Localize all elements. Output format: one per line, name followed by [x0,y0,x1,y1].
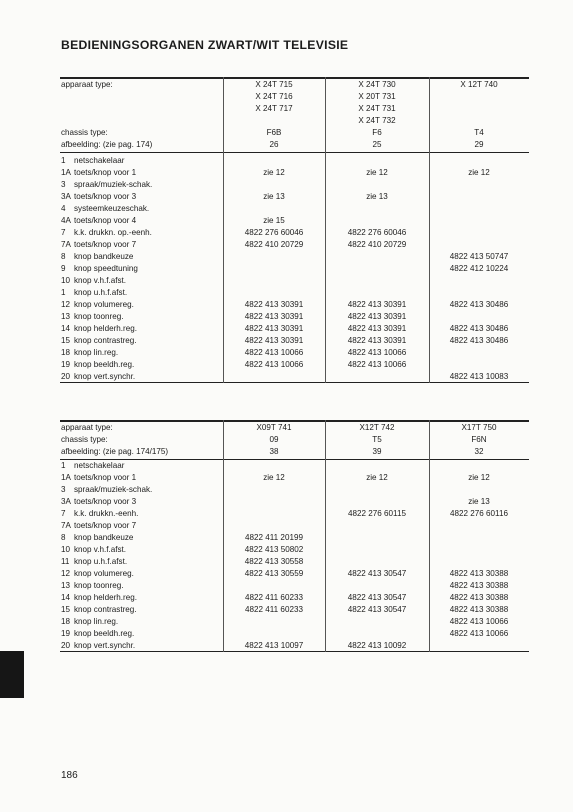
page-number: 186 [61,770,78,781]
cell: zie 13 [263,192,285,201]
cell: 4822 413 30547 [347,605,407,614]
row-text: knop v.h.f.afst. [74,545,127,554]
table-row [60,347,529,359]
row-text: knop beeldh.reg. [74,629,135,638]
table-1 [60,77,529,383]
row-text: toets/knop voor 3 [74,192,137,201]
table-row [60,359,529,371]
table-row [60,580,529,592]
row-number: 20 [61,372,71,381]
header-divider [60,152,529,153]
row-label [61,496,136,508]
row-text: toets/knop voor 1 [74,473,137,482]
row-number: 18 [61,617,71,626]
row-label [61,520,136,532]
row-label [61,556,127,568]
row-number: 19 [61,360,71,369]
row-label [61,191,136,203]
row-text: knop lin.reg. [74,348,119,357]
row-label [61,460,124,472]
table-row [60,191,529,203]
row-number: 3 [61,180,66,189]
table-2 [60,420,529,652]
cell: 4822 413 30391 [347,300,407,309]
row-text: knop volumereg. [74,300,134,309]
cell: 4822 413 30486 [449,300,509,309]
table-row [60,484,529,496]
table-row [60,520,529,532]
row-label: chassis type: [61,435,108,444]
cell: 4822 413 30388 [449,605,509,614]
row-label [61,323,137,335]
row-number: 15 [61,605,71,614]
table-row [60,628,529,640]
cell: 4822 413 10092 [347,641,407,650]
row-text: k.k. drukkn.-eenh. [74,509,139,518]
table-row [60,544,529,556]
table-row [60,311,529,323]
table-row [60,263,529,275]
table-row [60,508,529,520]
row-number: 7 [61,509,66,518]
cell: 4822 413 30388 [449,569,509,578]
row-label [61,568,134,580]
table-row [60,335,529,347]
row-text: knop lin.reg. [74,617,119,626]
row-label [61,592,137,604]
row-label [61,215,136,227]
row-number: 7A [61,521,71,530]
row-number: 8 [61,533,66,542]
cell: 38 [269,447,279,456]
table-row [60,239,529,251]
cell: 4822 411 60233 [245,593,303,602]
row-text: knop toonreg. [74,581,124,590]
header-row [60,79,529,91]
edge-thumb-tab [0,651,24,698]
row-text: knop helderh.reg. [74,593,137,602]
table-row [60,532,529,544]
cell: 4822 276 60116 [450,509,508,518]
row-number: 12 [61,300,71,309]
row-label [61,359,134,371]
cell: 4822 413 10066 [449,629,509,638]
cell: 32 [474,447,484,456]
cell: zie 13 [366,192,388,201]
row-text: toets/knop voor 7 [74,240,137,249]
row-text: knop volumereg. [74,569,134,578]
row-number: 3 [61,485,66,494]
row-text: toets/knop voor 7 [74,521,137,530]
cell: 4822 413 10066 [449,617,509,626]
row-label: chassis type: [61,128,108,137]
cell: 4822 410 20729 [347,240,407,249]
row-text: knop vert.synchr. [74,372,136,381]
row-text: systeemkeuzeschak. [74,204,150,213]
table-row [60,592,529,604]
row-label [61,580,124,592]
header-row [60,91,529,103]
row-label: afbeelding: (zie pag. 174/175) [61,447,169,456]
table-row [60,299,529,311]
header-row [60,127,529,139]
table-row [60,227,529,239]
row-label: apparaat type: [61,423,113,432]
row-label [61,640,135,652]
cell: 4822 413 30547 [347,593,407,602]
header-row [60,434,529,446]
row-label [61,484,152,496]
cell: 4822 413 10097 [244,641,304,650]
cell: zie 12 [366,473,388,482]
row-label [61,287,127,299]
row-text: knop contrastreg. [74,336,137,345]
row-number: 18 [61,348,71,357]
row-number: 4A [61,216,71,225]
row-text: knop vert.synchr. [74,641,136,650]
row-text: knop u.h.f.afst. [74,288,128,297]
row-number: 1A [61,473,71,482]
table-row [60,323,529,335]
table-row [60,556,529,568]
row-label: apparaat type: [61,80,113,89]
row-number: 11 [61,557,70,566]
cell: X 12T 740 [460,80,498,89]
cell: 09 [269,435,279,444]
row-text: knop bandkeuze [74,252,134,261]
table-row [60,287,529,299]
cell: X12T 742 [359,423,395,432]
row-number: 10 [61,276,71,285]
table-row [60,604,529,616]
header-row [60,139,529,151]
cell: X 24T 715 [255,80,293,89]
cell: zie 12 [263,168,285,177]
cell: 4822 413 10066 [244,348,304,357]
row-number: 3A [61,497,71,506]
cell: zie 12 [366,168,388,177]
cell: X17T 750 [461,423,497,432]
cell: X 20T 731 [358,92,396,101]
cell: 25 [372,140,382,149]
row-text: knop beeldh.reg. [74,360,135,369]
table-row [60,155,529,167]
cell: 4822 413 50747 [449,252,509,261]
row-text: spraak/muziek-schak. [74,485,153,494]
header-row [60,103,529,115]
header-row [60,446,529,458]
row-label [61,251,133,263]
header-row [60,115,529,127]
cell: zie 12 [468,168,490,177]
row-number: 14 [61,593,71,602]
cell: 39 [372,447,382,456]
row-label: afbeelding: (zie pag. 174) [61,140,153,149]
row-text: knop helderh.reg. [74,324,137,333]
row-label [61,263,138,275]
row-label [61,508,138,520]
row-label [61,275,126,287]
cell: 4822 413 10083 [449,372,509,381]
row-number: 9 [61,264,66,273]
table-row [60,179,529,191]
cell: 4822 276 60046 [244,228,304,237]
cell: F6N [471,435,487,444]
table-row [60,496,529,508]
table-row [60,472,529,484]
row-label [61,239,136,251]
cell: 4822 413 30391 [347,336,407,345]
table-row [60,251,529,263]
row-number: 7A [61,240,71,249]
cell: 4822 413 30391 [244,300,304,309]
cell: 4822 412 10224 [449,264,509,273]
row-label [61,227,152,239]
cell: F6 [372,128,382,137]
cell: 4822 413 30486 [449,336,509,345]
cell: 4822 276 60046 [347,228,407,237]
row-text: k.k. drukkn. op.-eenh. [74,228,152,237]
row-number: 8 [61,252,66,261]
table-row [60,167,529,179]
row-label [61,311,124,323]
cell: 29 [474,140,484,149]
cell: X 24T 717 [255,104,293,113]
table-row [60,275,529,287]
cell: 26 [269,140,279,149]
cell: 4822 413 30391 [244,312,304,321]
cell: 4822 411 60233 [245,605,303,614]
cell: T5 [372,435,382,444]
row-text: toets/knop voor 3 [74,497,137,506]
row-label [61,299,134,311]
table-row [60,371,529,383]
row-label [61,155,124,167]
cell: zie 13 [468,497,490,506]
header-row [60,422,529,434]
table-row [60,616,529,628]
cell: 4822 413 30559 [244,569,304,578]
row-number: 7 [61,228,66,237]
row-number: 14 [61,324,71,333]
row-label [61,179,152,191]
cell: X 24T 716 [255,92,293,101]
row-text: netschakelaar [74,156,125,165]
cell: 4822 413 50802 [244,545,304,554]
row-number: 1 [61,288,66,297]
page-title: BEDIENINGSORGANEN ZWART/WIT TELEVISIE [61,38,349,52]
table-row [60,568,529,580]
row-number: 1 [61,156,66,165]
cell: 4822 413 10066 [347,348,407,357]
row-label [61,544,126,556]
cell: 4822 410 20729 [244,240,304,249]
row-label [61,604,137,616]
row-text: spraak/muziek-schak. [74,180,153,189]
row-label [61,616,118,628]
cell: 4822 413 30547 [347,569,407,578]
row-number: 20 [61,641,71,650]
row-text: toets/knop voor 4 [74,216,137,225]
row-text: knop bandkeuze [74,533,134,542]
cell: 4822 276 60115 [348,509,406,518]
cell: 4822 413 30388 [449,593,509,602]
row-number: 1A [61,168,71,177]
row-label [61,347,118,359]
row-number: 1 [61,461,66,470]
row-number: 13 [61,312,71,321]
row-label [61,472,136,484]
cell: 4822 413 10066 [244,360,304,369]
cell: 4822 413 30558 [244,557,304,566]
cell: 4822 411 20199 [245,533,303,542]
cell: 4822 413 30391 [347,324,407,333]
row-text: knop u.h.f.afst. [74,557,128,566]
row-label [61,203,149,215]
row-number: 3A [61,192,71,201]
row-label [61,371,135,383]
row-number: 12 [61,569,71,578]
row-label [61,167,136,179]
cell: 4822 413 30391 [347,312,407,321]
row-text: netschakelaar [74,461,125,470]
row-text: knop toonreg. [74,312,124,321]
row-label [61,335,137,347]
cell: 4822 413 30391 [244,336,304,345]
cell: zie 12 [263,473,285,482]
table-row [60,203,529,215]
table-row [60,640,529,652]
cell: X09T 741 [256,423,292,432]
cell: 4822 413 10066 [347,360,407,369]
row-text: knop contrastreg. [74,605,137,614]
row-number: 13 [61,581,71,590]
row-label [61,532,133,544]
cell: X 24T 731 [358,104,396,113]
cell: zie 12 [468,473,490,482]
table-row [60,460,529,472]
row-text: toets/knop voor 1 [74,168,137,177]
cell: 4822 413 30388 [449,581,509,590]
cell: F6B [266,128,282,137]
cell: 4822 413 30391 [244,324,304,333]
row-number: 4 [61,204,66,213]
row-number: 10 [61,545,71,554]
cell: T4 [474,128,484,137]
cell: zie 15 [263,216,285,225]
row-text: knop v.h.f.afst. [74,276,127,285]
cell: X 24T 732 [358,116,396,125]
cell: 4822 413 30486 [449,324,509,333]
row-number: 19 [61,629,71,638]
table-row [60,215,529,227]
row-text: knop speedtuning [74,264,138,273]
row-label [61,628,134,640]
cell: X 24T 730 [358,80,396,89]
row-number: 15 [61,336,71,345]
